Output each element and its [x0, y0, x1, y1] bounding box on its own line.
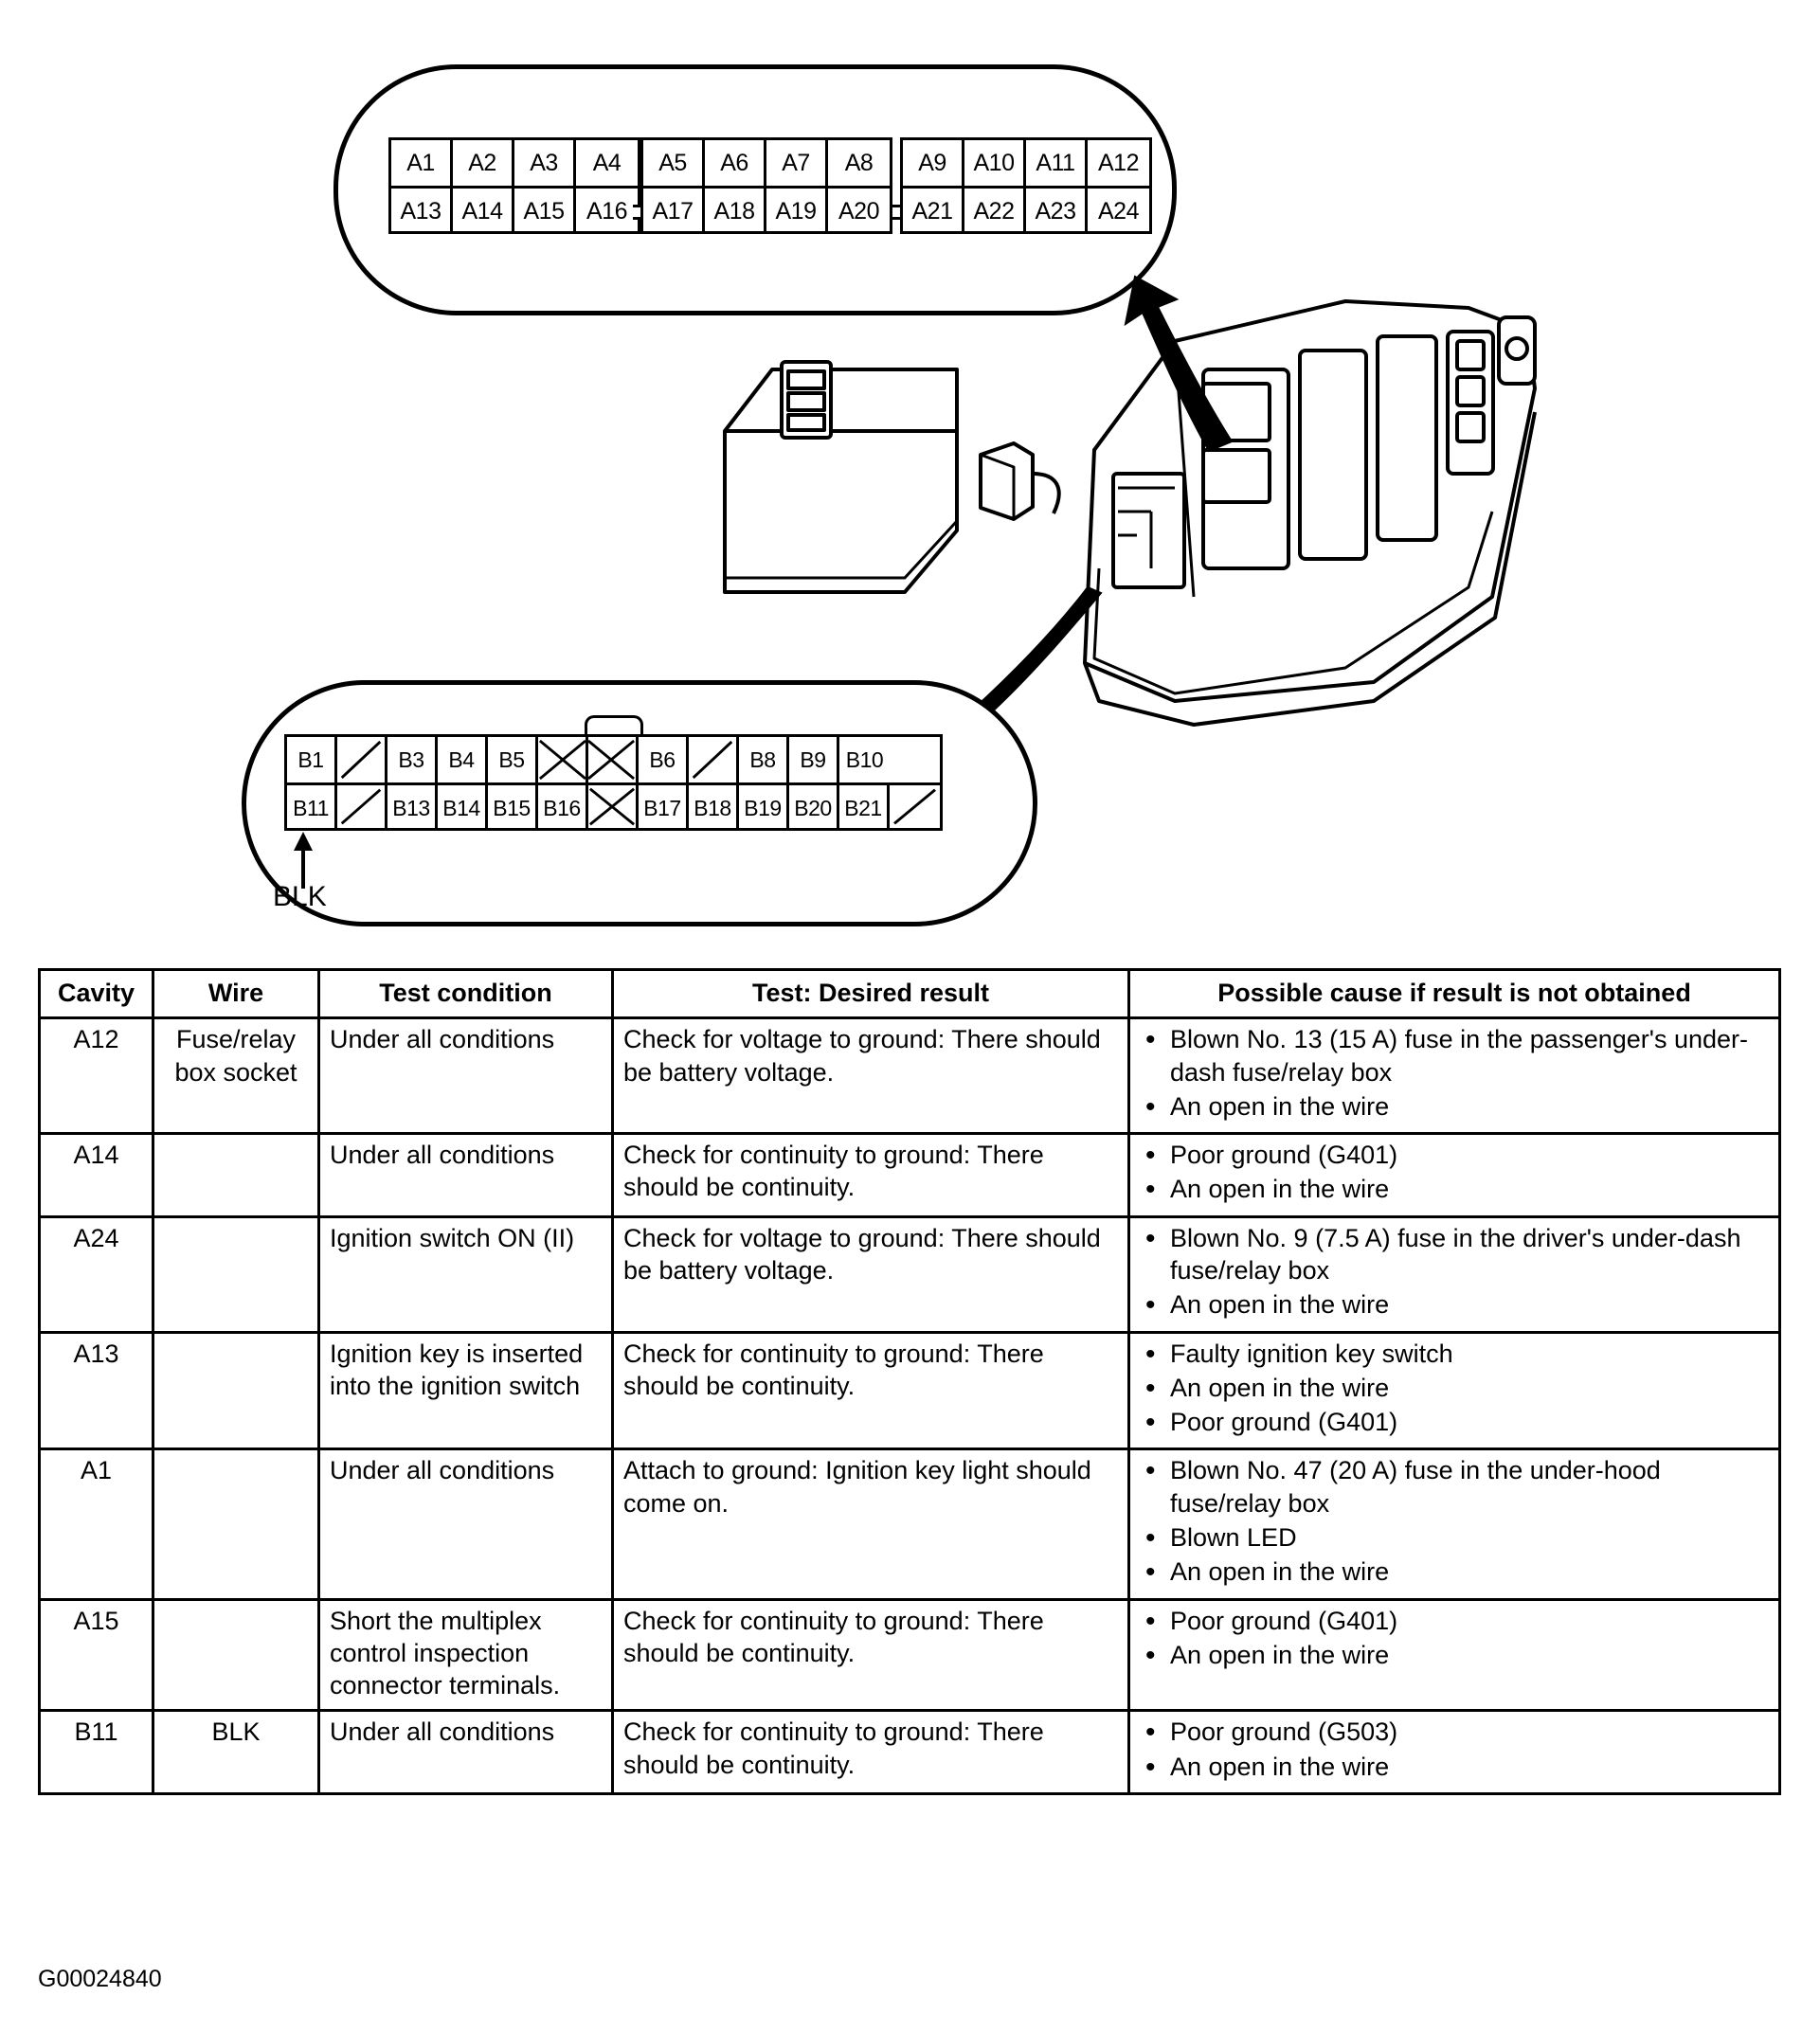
pin-cell-blank	[890, 782, 940, 828]
cause-item: • An open in the wire	[1170, 1173, 1769, 1205]
cause-item: • Poor ground (G401)	[1170, 1406, 1769, 1438]
table-header-row	[40, 970, 1780, 1018]
cell-wire: Fuse/relay box socket	[153, 1018, 319, 1134]
pin-cell: A7	[766, 140, 828, 186]
cause-item: • Blown No. 13 (15 A) fuse in the passenger's under-dash fuse/relay box	[1170, 1023, 1769, 1088]
cause-item: • Poor ground (G401)	[1170, 1139, 1769, 1171]
cause-item: • Blown LED	[1170, 1521, 1769, 1554]
connector-b-pin-block	[284, 734, 943, 831]
pin-cell: B11	[287, 782, 337, 828]
cell-wire	[153, 1216, 319, 1332]
figure-id-label: G00024840	[38, 1966, 162, 1992]
arrow-up-icon	[1118, 275, 1288, 455]
cell-test-condition: Short the multiplex control inspection connector terminals.	[319, 1599, 613, 1711]
pin-cell: B19	[739, 782, 789, 828]
pin-cell: A21	[903, 186, 964, 231]
troubleshooting-table	[38, 968, 1781, 1795]
cell-wire	[153, 1134, 319, 1217]
cause-item: • Poor ground (G503)	[1170, 1716, 1769, 1748]
pin-cell: A18	[705, 186, 766, 231]
cell-desired-result: Check for continuity to ground: There should be continuity.	[613, 1599, 1129, 1711]
cell-possible-cause	[1129, 1018, 1780, 1134]
pin-cell: B4	[438, 737, 488, 782]
connector-a-pin-block-1	[388, 137, 640, 234]
pin-cell: A12	[1088, 140, 1149, 186]
pin-cell-blank	[689, 737, 739, 782]
table-row	[40, 1332, 1780, 1449]
pin-cell: A22	[964, 186, 1026, 231]
column-header-desired-result: Test: Desired result	[613, 970, 1129, 1018]
blk-pointer-arrow-icon	[284, 832, 322, 889]
cell-desired-result: Check for voltage to ground: There should be battery voltage.	[613, 1018, 1129, 1134]
pin-cell: B16	[538, 782, 588, 828]
cause-item: • An open in the wire	[1170, 1090, 1769, 1123]
pin-cell-blank	[588, 737, 639, 782]
cell-desired-result: Check for continuity to ground: There should be continuity.	[613, 1332, 1129, 1449]
pin-cell: A2	[453, 140, 514, 186]
cause-item: • An open in the wire	[1170, 1288, 1769, 1321]
pin-cell: A9	[903, 140, 964, 186]
cell-cavity: A12	[40, 1018, 153, 1134]
pin-cell: A17	[643, 186, 705, 231]
pin-cell: B13	[387, 782, 438, 828]
pin-cell: A13	[391, 186, 453, 231]
cause-item: • Poor ground (G401)	[1170, 1605, 1769, 1637]
pin-cell: B9	[789, 737, 839, 782]
pin-cell: A5	[643, 140, 705, 186]
cell-test-condition: Ignition switch ON (II)	[319, 1216, 613, 1332]
pin-cell: A19	[766, 186, 828, 231]
pin-cell-blank	[538, 737, 588, 782]
pin-cell: A3	[514, 140, 576, 186]
cell-test-condition: Under all conditions	[319, 1449, 613, 1599]
cell-wire: BLK	[153, 1711, 319, 1794]
cell-wire	[153, 1332, 319, 1449]
cause-item: • An open in the wire	[1170, 1751, 1769, 1783]
pin-cell: A15	[514, 186, 576, 231]
cause-item: • Blown No. 47 (20 A) fuse in the under-hood fuse/relay box	[1170, 1454, 1769, 1520]
pin-cell: A23	[1026, 186, 1088, 231]
column-header-test-condition: Test condition	[319, 970, 613, 1018]
cell-cavity: B11	[40, 1711, 153, 1794]
pin-cell: B10	[839, 737, 890, 782]
pin-cell: B17	[639, 782, 689, 828]
pin-cell: B21	[839, 782, 890, 828]
cell-desired-result: Check for continuity to ground: There should be continuity.	[613, 1711, 1129, 1794]
table-row	[40, 1449, 1780, 1599]
table-row	[40, 1134, 1780, 1217]
cell-desired-result: Attach to ground: Ignition key light should come on.	[613, 1449, 1129, 1599]
column-header-wire: Wire	[153, 970, 319, 1018]
column-header-cavity: Cavity	[40, 970, 153, 1018]
cell-possible-cause	[1129, 1449, 1780, 1599]
pin-cell-blank	[337, 737, 387, 782]
pin-cell: A8	[828, 140, 890, 186]
cell-possible-cause	[1129, 1711, 1780, 1794]
pin-cell: A16	[576, 186, 638, 231]
cause-item: • An open in the wire	[1170, 1372, 1769, 1404]
cell-possible-cause	[1129, 1216, 1780, 1332]
cell-cavity: A14	[40, 1134, 153, 1217]
table-row	[40, 1711, 1780, 1794]
pin-cell: B5	[488, 737, 538, 782]
pin-cell-blank	[588, 782, 639, 828]
pin-cell: B20	[789, 782, 839, 828]
pin-cell: A24	[1088, 186, 1149, 231]
cell-wire	[153, 1449, 319, 1599]
cell-test-condition: Under all conditions	[319, 1134, 613, 1217]
pin-cell: A20	[828, 186, 890, 231]
cell-test-condition: Under all conditions	[319, 1018, 613, 1134]
pin-cell: B3	[387, 737, 438, 782]
column-header-possible-cause: Possible cause if result is not obtained	[1129, 970, 1780, 1018]
cell-possible-cause	[1129, 1332, 1780, 1449]
pin-cell: A4	[576, 140, 638, 186]
cause-item: • Blown No. 9 (7.5 A) fuse in the driver's under-dash fuse/relay box	[1170, 1222, 1769, 1287]
pin-cell: A11	[1026, 140, 1088, 186]
cell-cavity: A1	[40, 1449, 153, 1599]
pin-cell: B8	[739, 737, 789, 782]
pin-cell: A6	[705, 140, 766, 186]
table-row	[40, 1216, 1780, 1332]
connector-diagram	[0, 0, 1820, 957]
pin-cell: A14	[453, 186, 514, 231]
cell-possible-cause	[1129, 1599, 1780, 1711]
cause-item: • An open in the wire	[1170, 1555, 1769, 1588]
cell-cavity: A13	[40, 1332, 153, 1449]
cell-possible-cause	[1129, 1134, 1780, 1217]
connector-a-pin-block-3	[900, 137, 1152, 234]
cause-item: • Faulty ignition key switch	[1170, 1338, 1769, 1370]
cell-test-condition: Ignition key is inserted into the ignition switch	[319, 1332, 613, 1449]
cell-cavity: A15	[40, 1599, 153, 1711]
cell-cavity: A24	[40, 1216, 153, 1332]
pin-cell-blank	[337, 782, 387, 828]
blk-wire-label: BLK	[273, 881, 327, 912]
connector-a-pin-block-2	[640, 137, 892, 234]
pin-cell: A1	[391, 140, 453, 186]
pin-cell: B14	[438, 782, 488, 828]
pin-cell: B18	[689, 782, 739, 828]
pin-cell: A10	[964, 140, 1026, 186]
cell-desired-result: Check for voltage to ground: There should be battery voltage.	[613, 1216, 1129, 1332]
table-row	[40, 1599, 1780, 1711]
cell-desired-result: Check for continuity to ground: There should be continuity.	[613, 1134, 1129, 1217]
pin-cell: B6	[639, 737, 689, 782]
cause-item: • An open in the wire	[1170, 1639, 1769, 1671]
table-row	[40, 1018, 1780, 1134]
cell-test-condition: Under all conditions	[319, 1711, 613, 1794]
pin-cell: B15	[488, 782, 538, 828]
pin-cell: B1	[287, 737, 337, 782]
cell-wire	[153, 1599, 319, 1711]
